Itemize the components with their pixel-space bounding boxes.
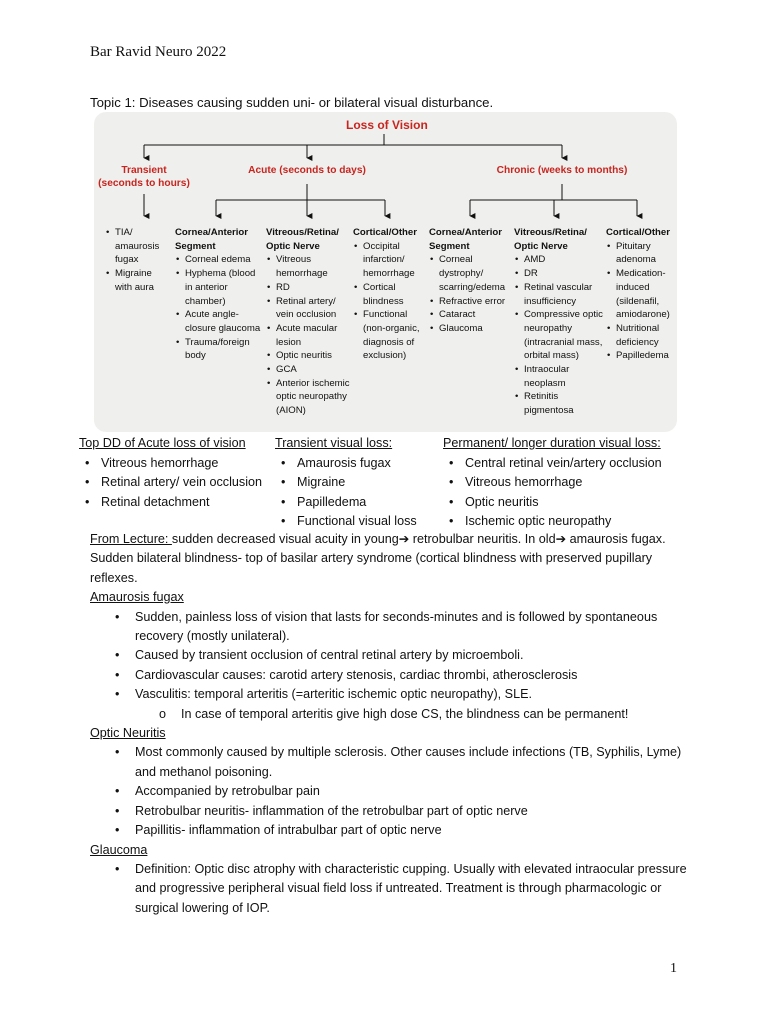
list-item: • Hyphema (blood in anterior chamber)	[185, 267, 261, 308]
list-item: • Pituitary adenoma	[616, 240, 676, 267]
column-heading: Cornea/Anterior	[429, 227, 503, 238]
list-item: • Cortical blindness	[363, 281, 425, 308]
sub-list-item: o In case of temporal arteritis give high dose CS, the blindness can be permanent!	[181, 705, 690, 724]
acute-cornea-column	[175, 226, 261, 363]
list-item: • Intraocular neoplasm	[524, 363, 604, 390]
top-dd-title: Top DD of Acute loss of vision	[79, 436, 246, 450]
list-item: • Corneal dystrophy/ scarring/edema	[439, 253, 511, 294]
acute-vitreous-column	[266, 226, 354, 418]
list-item: • Nutritional deficiency	[616, 322, 676, 349]
list-item: • Retinal detachment	[79, 493, 269, 513]
column-heading: Cornea/Anterior	[175, 227, 249, 238]
flowchart-title: Loss of Vision	[346, 118, 428, 132]
acute-cortical-column	[353, 226, 425, 363]
list-item: • Vitreous hemorrhage	[443, 473, 713, 493]
list-item: • Papillitis- inflammation of intrabulbar part of optic nerve	[135, 821, 690, 840]
chronic-vitreous-column	[514, 226, 604, 418]
list-item: • Functional (non-organic, diagnosis of exclusion)	[363, 308, 425, 363]
arrow-icon: ➔	[555, 532, 567, 546]
topic-heading: Topic 1: Diseases causing sudden uni- or bilateral visual disturbance.	[90, 95, 494, 110]
list-item: • Optic neuritis	[443, 493, 713, 513]
chronic-cortical-column	[606, 226, 676, 363]
list-item: • Cardiovascular causes: carotid artery stenosis, cardiac thrombi, atherosclerosis	[135, 666, 690, 685]
loss-of-vision-flowchart	[94, 112, 677, 432]
list-item: • TIA/ amaurosis fugax	[115, 226, 169, 267]
list-item: • Most commonly caused by multiple sclerosis. Other causes include infections (TB, Syphilis, Lyme) and methanol poisoning.	[135, 743, 690, 782]
lecture-text: sudden decreased visual acuity in young	[171, 532, 399, 546]
list-item: • Retinal artery/ vein occlusion	[276, 295, 354, 322]
transient-loss-title: Transient visual loss:	[275, 436, 393, 450]
column-heading: Optic Nerve	[266, 240, 320, 252]
list-item: • Accompanied by retrobulbar pain	[135, 782, 690, 801]
list-item: • Caused by transient occlusion of central retinal artery by microemboli.	[135, 646, 690, 665]
list-item: • Definition: Optic disc atrophy with characteristic cupping. Usually with elevated intraocular pressure and progressive peripheral visual field loss if untreated. Treatment is through pharmacologic or surgical lowering of IOP.	[135, 860, 690, 918]
list-item: • Vitreous hemorrhage	[276, 253, 354, 280]
permanent-loss-column	[443, 434, 713, 532]
transient-duration: (seconds to hours)	[98, 178, 190, 189]
list-item: • Refractive error	[439, 295, 511, 309]
list-item: • Retrobulbar neuritis- inflammation of the retrobulbar part of optic nerve	[135, 802, 690, 821]
list-item: • Papilledema	[616, 349, 676, 363]
document-header: Bar Ravid Neuro 2022	[90, 44, 227, 60]
list-item: • Retinal vascular insufficiency	[524, 281, 604, 308]
optic-neuritis-heading: Optic Neuritis	[90, 726, 166, 741]
glaucoma-heading: Glaucoma	[90, 842, 148, 857]
column-heading: Vitreous/Retina/	[266, 227, 339, 238]
list-item: • RD	[276, 281, 354, 295]
transient-column	[105, 226, 169, 295]
column-heading: Vitreous/Retina/	[514, 227, 587, 238]
lecture-paragraph	[90, 530, 690, 588]
list-item: • Glaucoma	[439, 322, 511, 336]
list-item: • Central retinal vein/artery occlusion	[443, 454, 713, 474]
list-item: • Trauma/foreign body	[185, 336, 261, 363]
column-heading: Segment	[175, 240, 216, 252]
list-item: • Papilledema	[275, 493, 445, 513]
list-item: • Acute macular lesion	[276, 322, 354, 349]
column-heading: Optic Nerve	[514, 240, 568, 252]
transient-label: Transient	[121, 165, 167, 176]
list-item: • DR	[524, 267, 604, 281]
transient-category	[96, 164, 192, 190]
lecture-text: amaurosis fugax. Sudden bilateral blindness- top of basilar artery syndrome (cortical blindness with preserved pupillary reflexes.	[90, 532, 666, 585]
arrow-icon: ➔	[398, 532, 410, 546]
list-item: • Corneal edema	[185, 253, 261, 267]
transient-loss-column	[275, 434, 445, 532]
list-item: • Medication-induced (sildenafil, amiodarone)	[616, 267, 676, 322]
column-heading: Cortical/Other	[353, 227, 417, 238]
lecture-text: retrobulbar neuritis. In old	[409, 532, 556, 546]
column-heading: Cortical/Other	[606, 227, 670, 238]
permanent-loss-title: Permanent/ longer duration visual loss:	[443, 436, 661, 450]
list-item: • Cataract	[439, 308, 511, 322]
chronic-category: Chronic (weeks to months)	[496, 165, 628, 176]
list-item: • Retinal artery/ vein occlusion	[79, 473, 269, 493]
list-item: • Migraine with aura	[115, 267, 169, 294]
list-item: • Sudden, painless loss of vision that lasts for seconds-minutes and is followed by spontaneous recovery (mostly unilateral).	[135, 608, 690, 647]
list-item: • Retinitis pigmentosa	[524, 390, 604, 417]
column-heading: Segment	[429, 240, 470, 252]
list-item: • Amaurosis fugax	[275, 454, 445, 474]
list-item: • Occipital infarction/ hemorrhage	[363, 240, 425, 281]
lecture-label: From Lecture:	[90, 532, 172, 546]
list-item: • Acute angle-closure glaucoma	[185, 308, 261, 335]
chronic-cornea-column	[429, 226, 511, 336]
list-item: • Compressive optic neuropathy (intracranial mass, orbital mass)	[524, 308, 604, 363]
list-item: • Functional visual loss	[275, 512, 445, 532]
amaurosis-heading: Amaurosis fugax	[90, 590, 184, 605]
list-item: • Ischemic optic neuropathy	[443, 512, 713, 532]
list-item: • Vitreous hemorrhage	[79, 454, 269, 474]
list-item: • Optic neuritis	[276, 349, 354, 363]
list-item: • Anterior ischemic optic neuropathy (AION)	[276, 377, 354, 418]
list-item: • Vasculitis: temporal arteritis (=arteritic ischemic optic neuropathy), SLE.	[135, 685, 690, 704]
list-item: • Migraine	[275, 473, 445, 493]
notes-body	[90, 530, 690, 918]
top-dd-column	[79, 434, 269, 512]
list-item: • AMD	[524, 253, 604, 267]
list-item: • GCA	[276, 363, 354, 377]
page-number: 1	[670, 961, 677, 976]
acute-category: Acute (seconds to days)	[248, 165, 366, 176]
